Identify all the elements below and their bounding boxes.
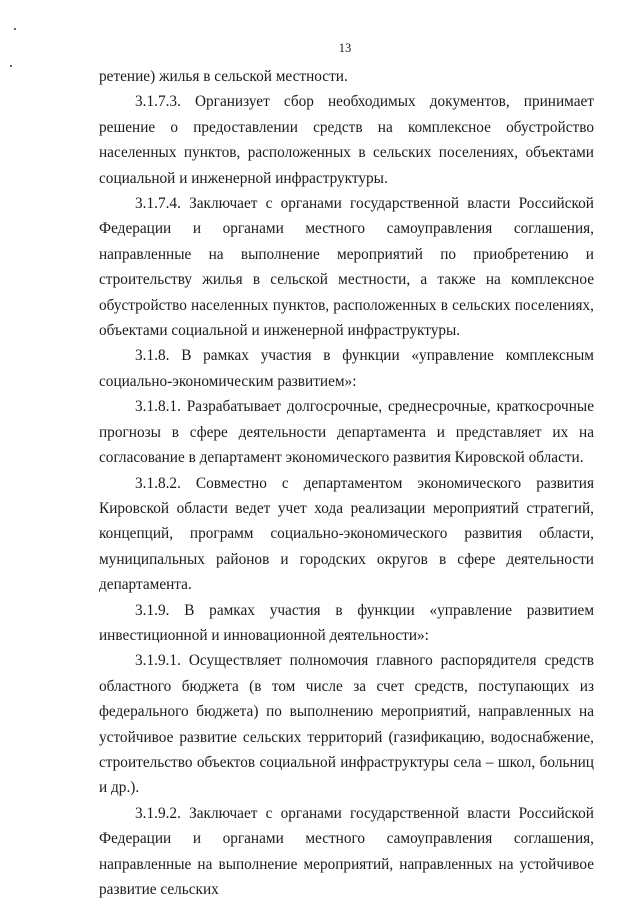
- paragraph-continuation: ретение) жилья в сельской местности.: [99, 68, 348, 85]
- paragraph-3-1-9-1: 3.1.9.1. Осуществляет полномочия главного распорядителя средств областного бюджета (в том числе за счет средств, поступающих из федерального бюджета) по выполнению мероприятий, направленных на устойчивое развитие сельских территорий (газификацию, водоснабжение, строительство объектов социальной инфраструктуры села – школ, больниц и др.).: [99, 652, 594, 797]
- page-number: 13: [338, 41, 352, 55]
- paragraph-3-1-9: 3.1.9. В рамках участия в функции «управление развитием инвестиционной и инновационной деятельности»:: [99, 601, 594, 644]
- paragraph-3-1-7-4: 3.1.7.4. Заключает с органами государственной власти Российской Федерации и органами местного самоуправления соглашения, направленные на выполнение мероприятий по приобретению и строительству жилья в сельской местности, а также на комплексное обустройство населенных пунктов, расположенных в сельских поселениях, объектами социальной и инженерной инфраструктуры.: [99, 195, 594, 340]
- paragraph-3-1-8-2: 3.1.8.2. Совместно с департаментом экономического развития Кировской области ведет учет хода реализации мероприятий стратегий, концепций, программ социально-экономического развития области, муниципальных районов и городских округов в сфере деятельности департамента.: [99, 474, 594, 594]
- paragraph-3-1-8-1: 3.1.8.1. Разрабатывает долгосрочные, среднесрочные, краткосрочные прогнозы в сфере деятельности департамента и представляет их на согласование в департамент экономического развития Кировской области.: [99, 398, 594, 467]
- document-body: [99, 64, 594, 902]
- scan-speck: [14, 28, 16, 30]
- paragraph-3-1-7-3: 3.1.7.3. Организует сбор необходимых документов, принимает решение о предоставлении средств на комплексное обустройство населенных пунктов, расположенных в сельских поселениях, объектами социальной и инженерной инфраструктуры.: [99, 93, 594, 187]
- paragraph-3-1-9-2: 3.1.9.2. Заключает с органами государственной власти Российской Федерации и органами местного самоуправления соглашения, направленные на выполнение мероприятий, направленных на устойчивое развитие сельских: [99, 804, 594, 898]
- paragraph-3-1-8: 3.1.8. В рамках участия в функции «управление комплексным социально-экономическим развитием»:: [99, 347, 594, 390]
- scan-speck: [10, 65, 12, 67]
